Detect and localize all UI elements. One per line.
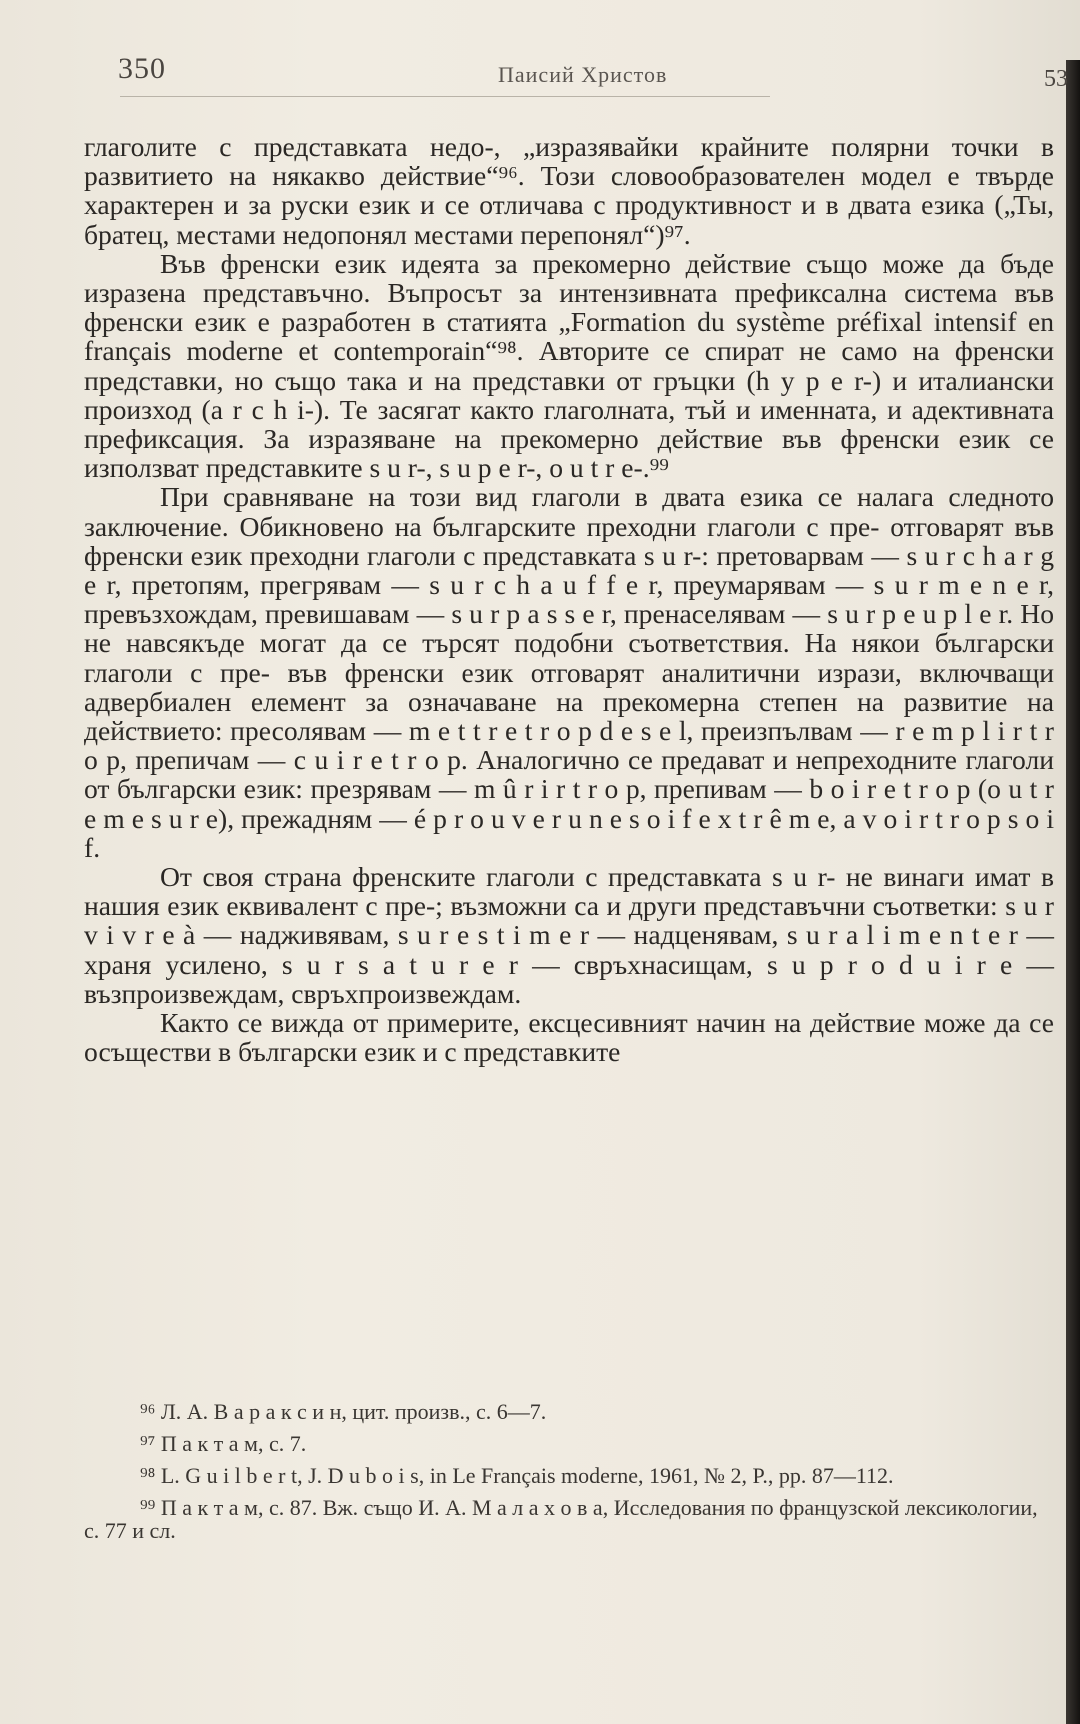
page-header: [118, 52, 1068, 98]
facing-page-number: 53: [1044, 66, 1068, 92]
footnote: ⁹⁸ L. G u i l b e r t, J. D u b o i s, in Le Français moderne, 1961, № 2, P., pp. 87—112.: [140, 1463, 894, 1488]
header-rule: [120, 96, 770, 97]
paragraph: При сравняване на този вид глаголи в двата езика се налага следното заключение. Обикновено на българските преходни глаголи с пре- отговарят във френски език преходни глаголи с представката s u r-: претоварвам — s u r c h a r g e r, претопям, прегрявам — s u r c h a u f f e r, преумарявам — s u r m e n e r, превъзхождам, превишавам — s u r p a s s e r, пренаселявам — s u r p e u p l e r. Но не навсякъде могат да се търсят подобни съответствия. На някои български глаголи с пре- във френски език отговарят аналитични изрази, включващи адвербиален елемент за означаване на прекомерна степен на развитие на действието: пресолявам — m e t t r e t r o p d e s e l, преизпълвам — r e m p l i r t r o p, препичам — c u i r e t r o p. Аналогично се предават и непреходните глаголи от български език: презрявам — m û r i r t r o p, препивам — b o i r e t r o p (o u t r e m e s u r e), прежадням — é p r o u v e r u n e s o i f e x t r ê m e, a v o i r t r o p s o i f.: [84, 481, 1054, 863]
main-text: [84, 132, 1054, 1067]
footnote: ⁹⁶ Л. А. В а р а к с и н, цит. произв., с. 6—7.: [140, 1399, 547, 1424]
running-title: Паисий Христов: [498, 62, 668, 87]
footnotes: [84, 1400, 1054, 1551]
footnote: ⁹⁹ П а к т а м, с. 87. Вж. също И. А. М а л а х о в а, Исследования по французской лексикологии, с. 77 и сл.: [84, 1495, 1038, 1543]
paragraph: Във френски език идеята за прекомерно действие също може да бъде изразена представъчно. Въпросът за интензивната префиксална система във френски език е разработен в статията „Formation du système préfixal intensif en français moderne et contemporain“⁹⁸. Авторите се спират не само на френски представки, но също така и на представки от гръцки (h y p e r-) и италиански произход (a r c h i-). Те засягат както глаголната, тъй и именната, и адективната префиксация. За изразяване на прекомерно действие във френски език се използват представките s u r-, s u p e r-, o u t r e-.⁹⁹: [84, 247, 1054, 484]
paragraph: От своя страна френските глаголи с представката s u r- не винаги имат в нашия език еквивалент с пре-; възможни са и други представъчни съответки: s u r v i v r e à — надживявам, s u r e s t i m e r — надценявам, s u r a l i m e n t e r — храня усилено, s u r s a t u r e r — свръхнасищам, s u p r o d u i r e — възпроизвеждам, свръхпроизвеждам.: [84, 861, 1054, 1009]
page-edge-shadow: [1066, 60, 1080, 1724]
paragraph: Както се вижда от примерите, ексцесивният начин на действие може да се осъществи в български език и с представките: [84, 1007, 1054, 1068]
paragraph: глаголите с представката недо-, „изразявайки крайните полярни точки в развитието на някакво действие“⁹⁶. Този словообразователен модел е твърде характерен и за руски език и се отличава с продуктивност и в двата езика („Ты, братец, местами недопонял местами перепонял“)⁹⁷.: [84, 131, 1054, 250]
page-number: 350: [118, 52, 166, 85]
footnote: ⁹⁷ П а к т а м, с. 7.: [140, 1431, 307, 1456]
